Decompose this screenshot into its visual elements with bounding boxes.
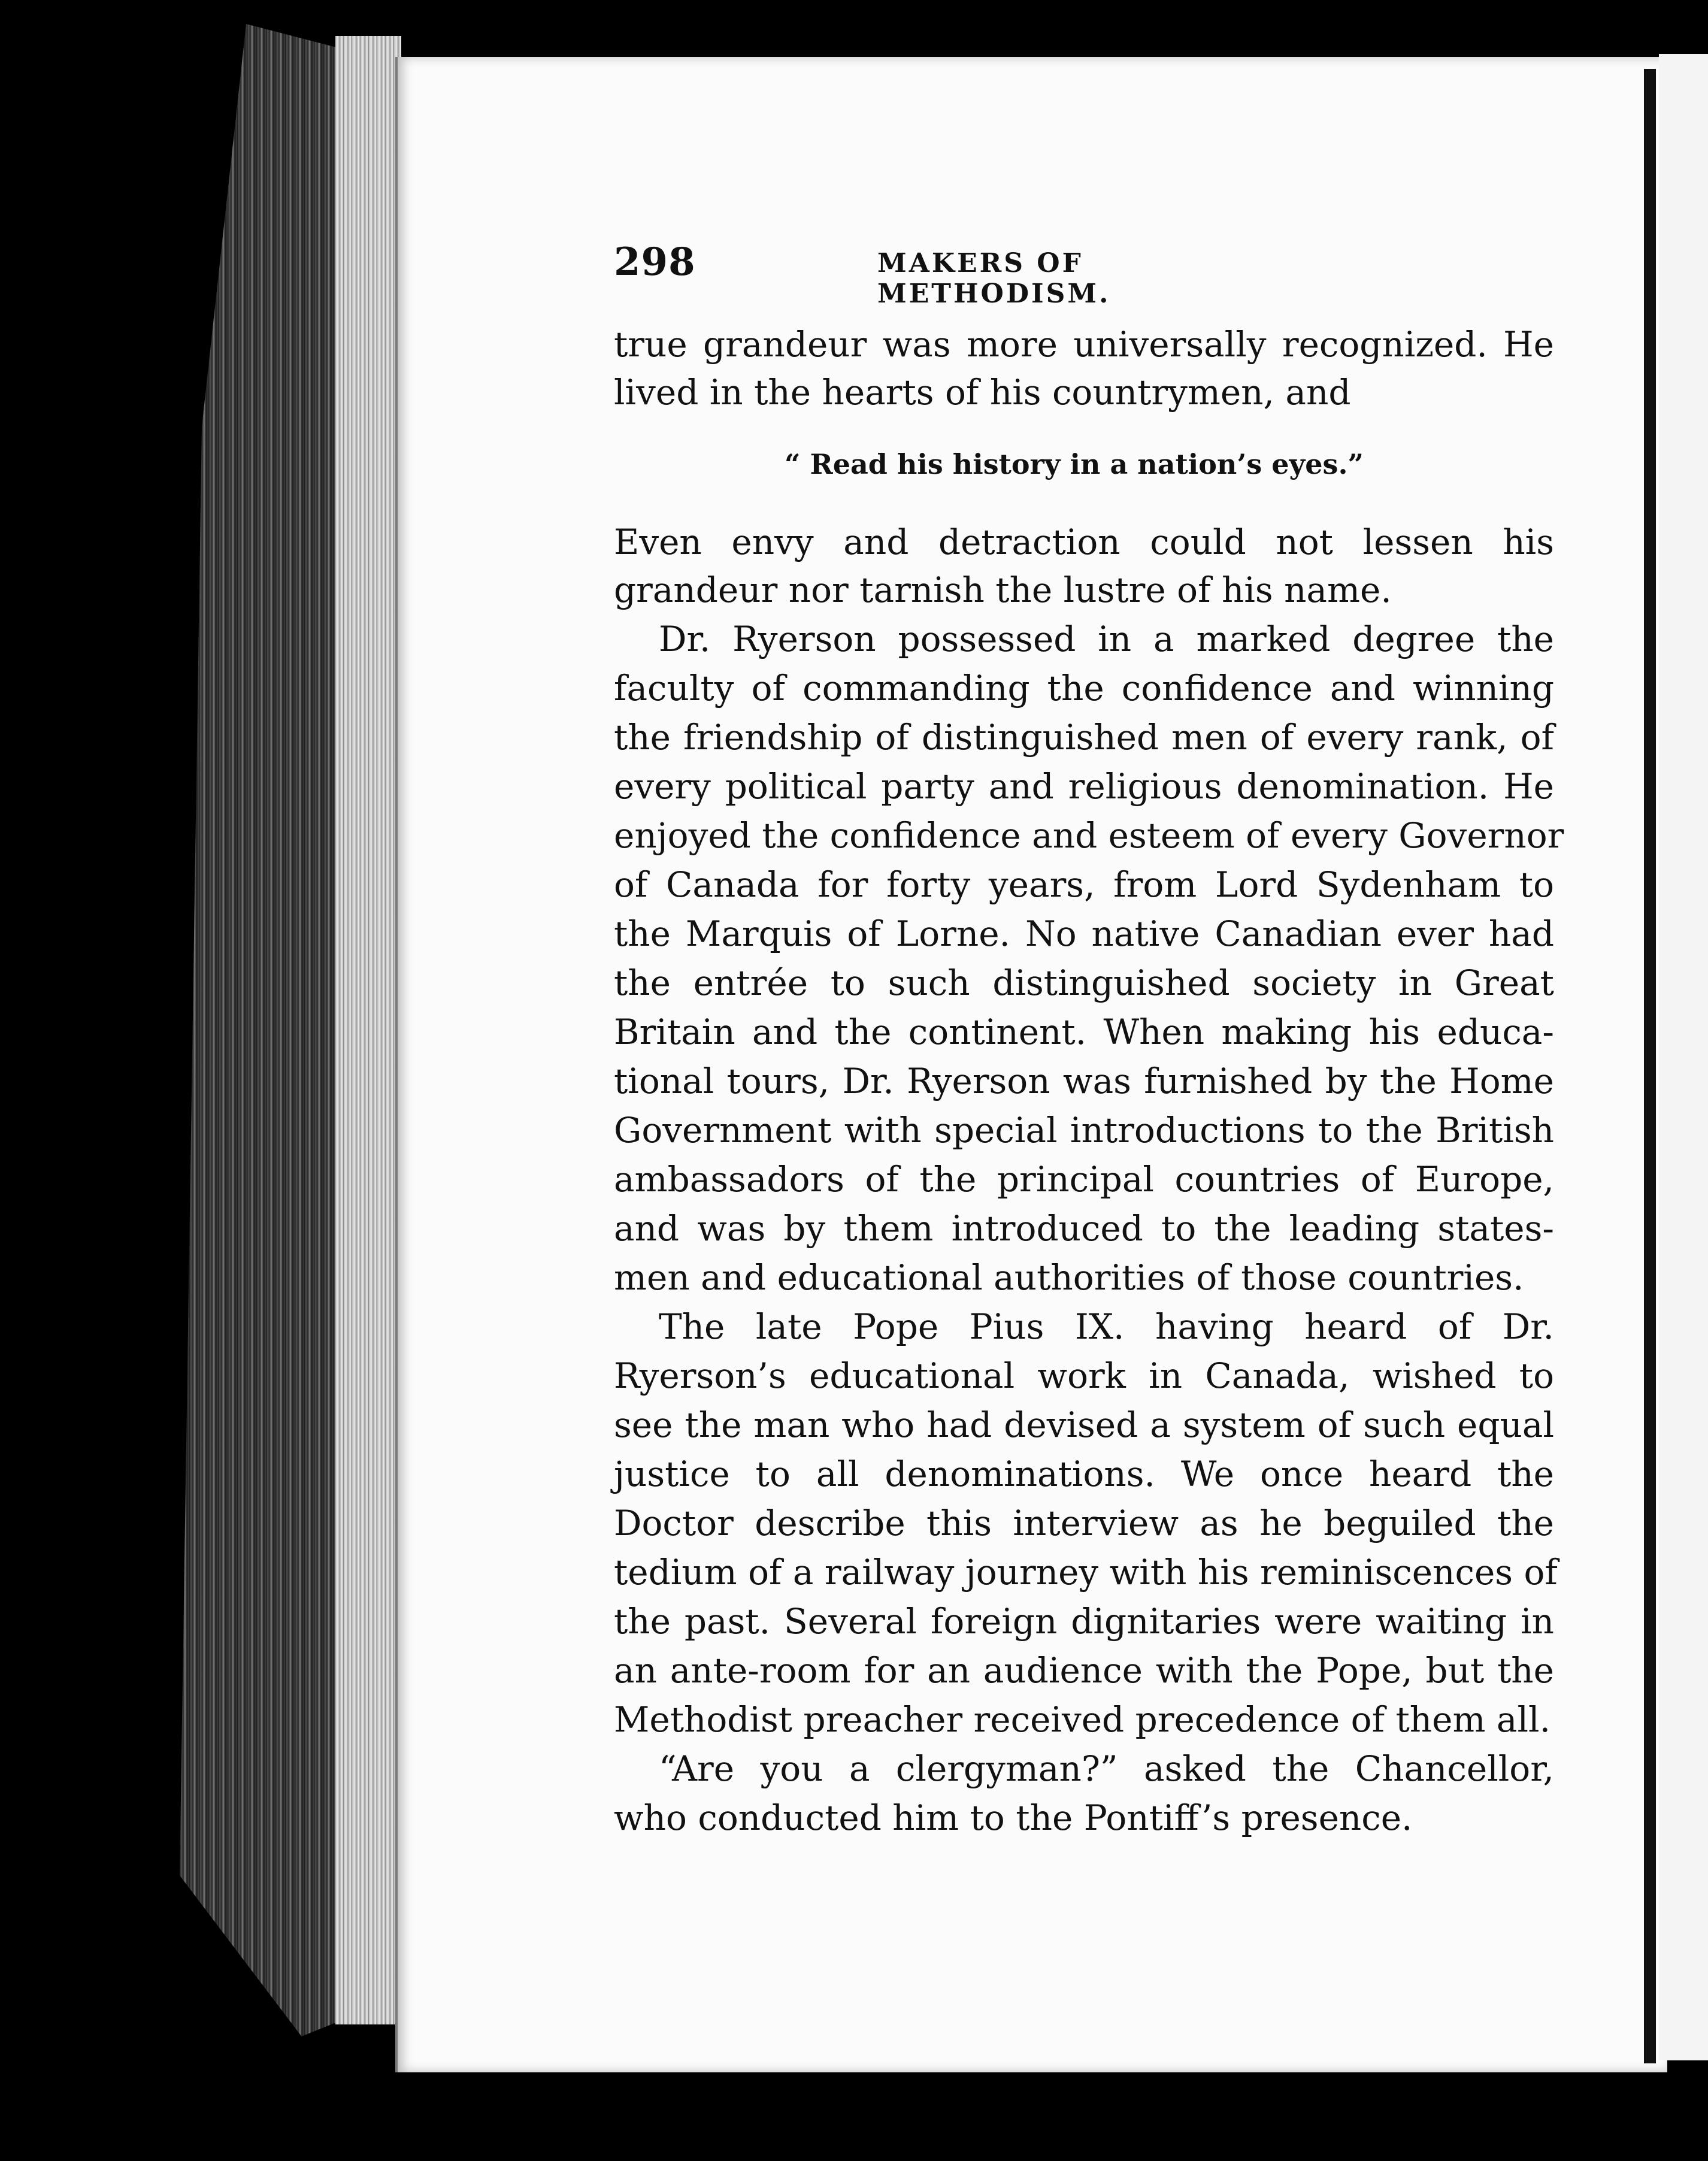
text-line: Doctor describe this interview as he beguiled the: [614, 1503, 1554, 1543]
running-head: [614, 240, 1297, 309]
text-line: tedium of a railway journey with his reminiscences of: [614, 1552, 1558, 1593]
text-line: an ante-room for an audience with the Pope, but the: [614, 1650, 1554, 1691]
text-line: see the man who had devised a system of such equal: [614, 1405, 1554, 1445]
text-line: Dr. Ryerson possessed in a marked degree the: [659, 619, 1554, 659]
book-title: MAKERS OF METHODISM.: [877, 248, 1111, 309]
text-line: of Canada for forty years, from Lord Sydenham to: [614, 864, 1554, 905]
text-line: “Are you a clergyman?” asked the Chancellor,: [659, 1748, 1554, 1789]
text-line: true grandeur was more universally recognized. He: [614, 324, 1554, 365]
text-line: the past. Several foreign dignitaries were waiting in: [614, 1601, 1554, 1642]
facing-page-sliver: [1659, 54, 1708, 2060]
text-line: Ryerson’s educational work in Canada, wished to: [614, 1355, 1554, 1396]
text-line: the Marquis of Lorne. No native Canadian ever had: [614, 913, 1554, 954]
text-line: the friendship of distinguished men of every rank, of: [614, 717, 1554, 758]
text-line: who conducted him to the Pontiff’s presence.: [614, 1797, 1413, 1838]
text-line: ambassadors of the principal countries of Europe,: [614, 1159, 1554, 1200]
text-line: men and educational authorities of those countries.: [614, 1257, 1524, 1298]
gutter-shadow: [1644, 69, 1656, 2063]
text-line: tional tours, Dr. Ryerson was furnished by the Home: [614, 1061, 1554, 1101]
text-line: Government with special introductions to the British: [614, 1110, 1554, 1151]
text-line: grandeur nor tarnish the lustre of his name.: [614, 570, 1392, 610]
text-line: Britain and the continent. When making his educa-: [614, 1012, 1554, 1052]
book-page-edges-highlight: [335, 36, 401, 2024]
text-line: The late Pope Pius IX. having heard of Dr.: [659, 1306, 1554, 1347]
text-line: faculty of commanding the confidence and winning: [614, 668, 1554, 709]
block-quote: “ Read his history in a nation’s eyes.”: [785, 448, 1364, 480]
text-line: and was by them introduced to the leading states-: [614, 1208, 1554, 1249]
text-line: the entrée to such distinguished society in Great: [614, 963, 1554, 1003]
text-line: enjoyed the confidence and esteem of every Governor: [614, 815, 1564, 856]
text-line: lived in the hearts of his countrymen, and: [614, 372, 1351, 413]
text-line: justice to all denominations. We once heard the: [614, 1454, 1554, 1494]
text-line: every political party and religious denomination. He: [614, 766, 1554, 807]
text-line: Methodist preacher received precedence of them all.: [614, 1699, 1551, 1740]
page-number: 298: [614, 240, 696, 284]
text-line: Even envy and detraction could not lessen his: [614, 522, 1554, 562]
